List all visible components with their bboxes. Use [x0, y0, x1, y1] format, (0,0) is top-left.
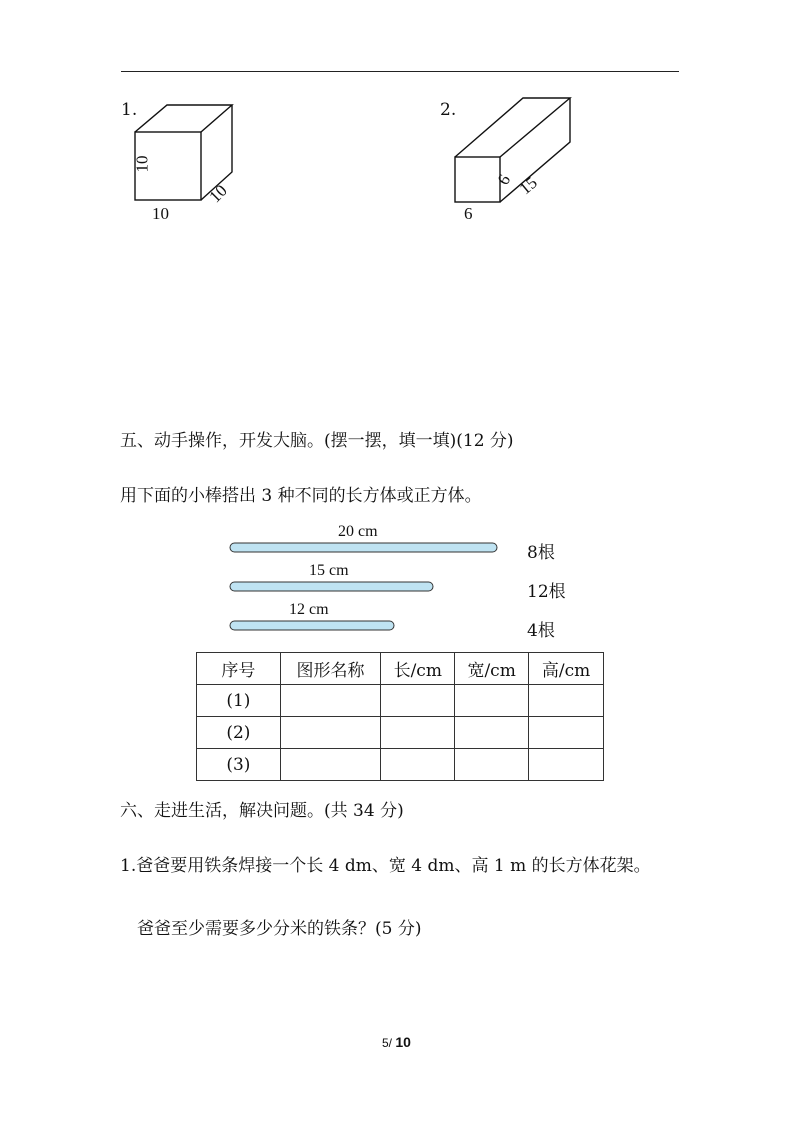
figure-1-depth-label: 10 — [205, 180, 231, 207]
table-header-cell: 宽/cm — [455, 653, 529, 685]
figure-2-width-label: 6 — [464, 204, 473, 223]
figure-1-number: 1. — [121, 100, 138, 120]
table-header-row — [197, 653, 604, 685]
rod-3-label: 12 cm — [289, 601, 329, 618]
figure-1-height-label: 10 — [132, 155, 152, 173]
answer-cell[interactable] — [455, 685, 529, 717]
answer-cell[interactable] — [455, 749, 529, 781]
answer-cell[interactable] — [381, 717, 455, 749]
figure-2-side-label: 6 — [493, 171, 515, 189]
table-header-cell: 图形名称 — [280, 653, 381, 685]
page-current: 5/ — [382, 1036, 393, 1050]
row-index: (3) — [197, 749, 281, 781]
rod-1-label: 20 cm — [338, 523, 378, 540]
row-index: (2) — [197, 717, 281, 749]
answer-cell[interactable] — [280, 717, 381, 749]
table-header-cell: 高/cm — [529, 653, 604, 685]
section-5-title: 五、动手操作，开发大脑。(摆一摆，填一填)(12 分) — [120, 431, 514, 451]
table-header-cell: 长/cm — [381, 653, 455, 685]
rod-1 — [228, 540, 500, 556]
rod-3-count: 4根 — [527, 621, 555, 641]
section-5-instruction: 用下面的小棒搭出 3 种不同的长方体或正方体。 — [120, 486, 482, 506]
rod-3 — [228, 618, 398, 634]
answer-cell[interactable] — [381, 685, 455, 717]
rod-1-count: 8根 — [527, 543, 555, 563]
answer-cell[interactable] — [455, 717, 529, 749]
table-row — [197, 685, 604, 717]
answer-cell[interactable] — [381, 749, 455, 781]
answer-cell[interactable] — [529, 685, 604, 717]
question-1-text: 1.爸爸要用铁条焊接一个长 4 dm、宽 4 dm、高 1 m 的长方体花架。 — [120, 856, 651, 876]
figure-2-number: 2. — [440, 100, 457, 120]
figure-2-depth-label: 15 — [515, 172, 541, 199]
answer-cell[interactable] — [280, 685, 381, 717]
rod-2 — [228, 579, 436, 595]
page-total: 10 — [395, 1034, 411, 1050]
answer-cell[interactable] — [529, 717, 604, 749]
table-row — [197, 749, 604, 781]
figure-1-width-label: 10 — [152, 204, 169, 223]
page-number — [382, 1034, 411, 1050]
rod-2-label: 15 cm — [309, 562, 349, 579]
table-row — [197, 717, 604, 749]
row-index: (1) — [197, 685, 281, 717]
question-1-subtext: 爸爸至少需要多少分米的铁条？(5 分) — [137, 919, 422, 939]
section-6-title: 六、走进生活，解决问题。(共 34 分) — [120, 801, 404, 821]
top-rule — [121, 71, 679, 72]
answer-cell[interactable] — [529, 749, 604, 781]
figure-2-cuboid — [445, 90, 585, 220]
table-header-cell: 序号 — [197, 653, 281, 685]
answer-cell[interactable] — [280, 749, 381, 781]
answer-table — [196, 652, 604, 781]
rod-2-count: 12根 — [527, 582, 566, 602]
